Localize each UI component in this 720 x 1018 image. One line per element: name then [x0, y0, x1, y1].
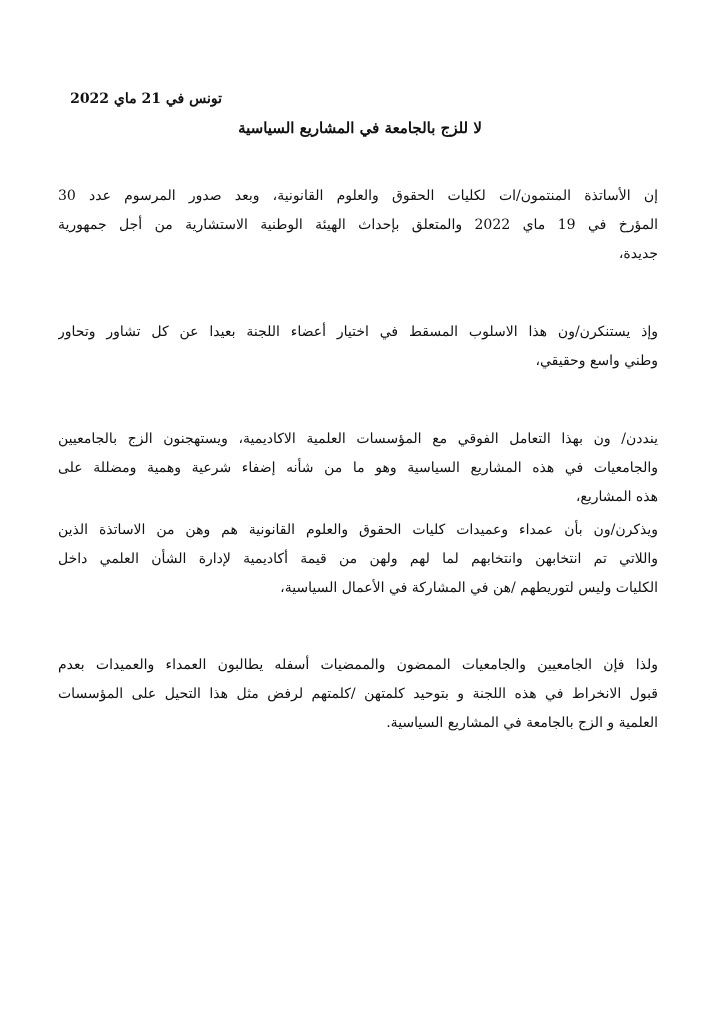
paragraph-line: وإذ يستنكرن/ون هذا الاسلوب المسقط في اختيار أعضاء اللجنة بعيدا عن كل تشاور وتحاور — [58, 324, 658, 340]
paragraph-line: المؤرخ في 19 ماي 2022 والمتعلق بإحداث الهيئة الوطنية الاستشارية من أجل جمهورية — [58, 217, 658, 233]
paragraph-4 — [58, 516, 658, 603]
paragraph-line: جديدة، — [618, 246, 658, 262]
paragraph-line: الكليات وليس لتوريطهم /هن في المشاركة في الأعمال السياسية، — [280, 580, 658, 596]
paragraph-line: هذه المشاريع، — [575, 489, 658, 505]
paragraph-line: ولذا فإن الجامعيين والجامعيات الممضون والممضيات أسفله يطالبون العمداء والعميدات بعدم — [58, 657, 658, 673]
paragraph-line: العلمية و الزج بالجامعة في المشاريع السياسية. — [386, 715, 658, 731]
paragraph-line: وطني واسع وحقيقي، — [535, 353, 658, 369]
document-title: لا للزج بالجامعة في المشاريع السياسية — [238, 119, 482, 137]
paragraph-2 — [58, 318, 658, 376]
paragraph-3 — [58, 425, 658, 512]
paragraph-line: واللاتي تم انتخابهن وانتخابهم لما لهم ولهن من قيمة أكاديمية لإدارة الشأن العلمي داخل — [58, 551, 658, 567]
paragraph-line: ويذكرن/ون بأن عمداء وعميدات كليات الحقوق والعلوم القانونية هم وهن من الاساتذة الذين — [58, 522, 658, 538]
paragraph-1 — [58, 182, 658, 269]
paragraph-line: والجامعيات في هذه المشاريع السياسية وهو ما من شأنه إضفاء شرعية وهمية ومضللة على — [58, 460, 658, 476]
paragraph-line: ينددن/ ون بهذا التعامل الفوقي مع المؤسسات العلمية الاكاديمية، ويستهجنون الزج بالجامعيين — [58, 431, 658, 447]
paragraph-5 — [58, 651, 658, 738]
paragraph-line: قبول الانخراط في هذه اللجنة و بتوحيد كلمتهن /كلمتهم لرفض مثل هذا التحيل على المؤسسات — [58, 686, 658, 702]
document-date: تونس في 21 ماي 2022 — [70, 91, 222, 107]
paragraph-line: إن الأساتذة المنتمون/ات لكليات الحقوق والعلوم القانونية، وبعد صدور المرسوم عدد 30 — [58, 188, 658, 204]
